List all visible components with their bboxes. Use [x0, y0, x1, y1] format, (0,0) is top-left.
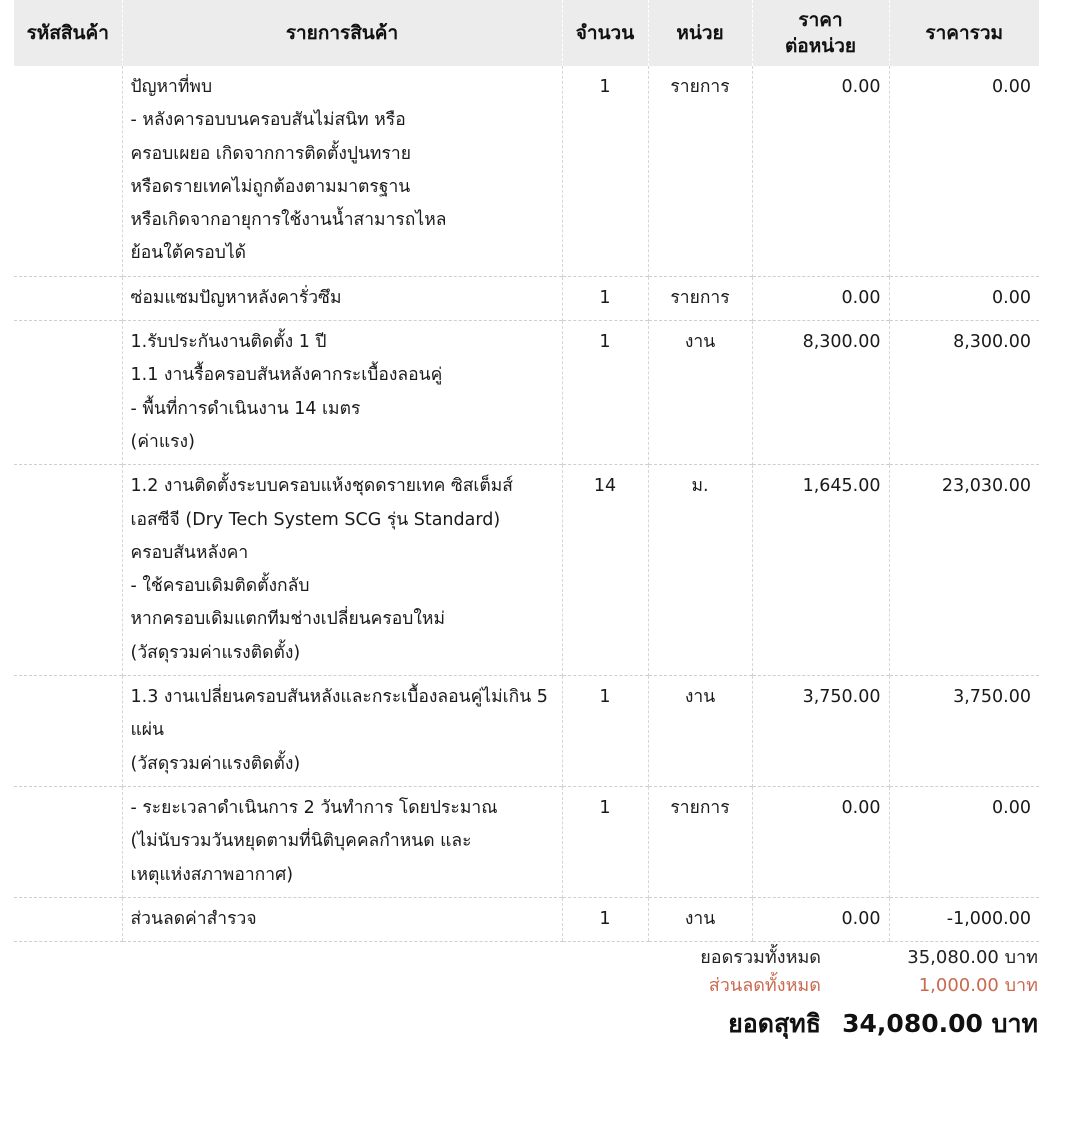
table-row: [14, 276, 1039, 320]
cell-qty: 1: [562, 66, 648, 276]
description-line: 1.รับประกันงานติดตั้ง 1 ปี: [130, 332, 327, 353]
cell-qty: 14: [562, 465, 648, 676]
cell-unit-price: 0.00: [752, 786, 889, 897]
table-row: [14, 897, 1039, 941]
cell-description: [122, 66, 562, 276]
cell-unit: งาน: [648, 321, 752, 465]
cell-unit: ม.: [648, 465, 752, 676]
items-table: [14, 0, 1039, 942]
cell-unit: รายการ: [648, 66, 752, 276]
header-qty: จำนวน: [562, 0, 648, 66]
cell-description: [122, 276, 562, 320]
header-unit: หน่วย: [648, 0, 752, 66]
subtotal-value: 35,080.00 บาท: [907, 947, 1038, 968]
header-unit-price-line2: ต่อหน่วย: [784, 35, 857, 57]
description-line: ปัญหาที่พบ: [130, 77, 213, 97]
cell-qty: 1: [562, 897, 648, 941]
cell-unit: งาน: [648, 676, 752, 787]
description-line: หรือเกิดจากอายุการใช้งานน้ำสามารถไหล: [130, 210, 447, 231]
description-line: หากครอบเดิมแตกทีมช่างเปลี่ยนครอบใหม่: [130, 609, 445, 630]
description-line: ครอบเผยอ เกิดจากการติดตั้งปูนทราย: [130, 143, 411, 164]
cell-description: [122, 676, 562, 787]
header-code: รหัสสินค้า: [14, 0, 122, 66]
cell-total: 0.00: [889, 66, 1039, 276]
description-line: - ระยะเวลาดำเนินการ 2 วันทำการ โดยประมาณ: [130, 797, 498, 818]
cell-description: [122, 786, 562, 897]
cell-code: [14, 465, 122, 676]
cell-description: [122, 465, 562, 676]
table-row: [14, 321, 1039, 465]
table-header-row: [14, 0, 1039, 66]
description-line: ย้อนใต้ครอบได้: [130, 243, 247, 264]
subtotal-row: [640, 944, 1038, 972]
cell-qty: 1: [562, 276, 648, 320]
cell-unit: งาน: [648, 897, 752, 941]
cell-unit-price: 8,300.00: [752, 321, 889, 465]
cell-qty: 1: [562, 676, 648, 787]
description-line: หรือดรายเทคไม่ถูกต้องตามมาตรฐาน: [130, 176, 411, 197]
cell-unit-price: 0.00: [752, 276, 889, 320]
description-line: เหตุแห่งสภาพอากาศ): [130, 864, 294, 885]
table-row: [14, 465, 1039, 676]
cell-code: [14, 676, 122, 787]
cell-code: [14, 786, 122, 897]
cell-unit-price: 3,750.00: [752, 676, 889, 787]
cell-code: [14, 897, 122, 941]
header-unit-price-line1: ราคา: [798, 9, 843, 31]
description-line: (ค่าแรง): [130, 431, 195, 452]
cell-code: [14, 66, 122, 276]
discount-row: [640, 972, 1038, 1000]
cell-qty: 1: [562, 786, 648, 897]
totals-summary: [640, 944, 1038, 1042]
cell-qty: 1: [562, 321, 648, 465]
description-line: - ใช้ครอบเดิมติดตั้งกลับ: [130, 576, 310, 597]
header-item: รายการสินค้า: [122, 0, 562, 66]
description-line: (วัสดุรวมค่าแรงติดตั้ง): [130, 753, 301, 774]
quotation-document: [14, 0, 1039, 942]
cell-total: 3,750.00: [889, 676, 1039, 787]
net-total-label: ยอดสุทธิ: [728, 1009, 821, 1038]
net-total-value: 34,080.00 บาท: [842, 1009, 1038, 1038]
description-line: ส่วนลดค่าสำรวจ: [130, 908, 257, 929]
header-unit-price: [752, 0, 889, 66]
description-line: - พื้นที่การดำเนินงาน 14 เมตร: [130, 398, 361, 419]
cell-total: 0.00: [889, 276, 1039, 320]
items-body: [14, 66, 1039, 942]
cell-unit: รายการ: [648, 276, 752, 320]
table-row: [14, 66, 1039, 276]
description-line: แผ่น: [130, 720, 164, 741]
cell-unit-price: 1,645.00: [752, 465, 889, 676]
description-line: 1.3 งานเปลี่ยนครอบสันหลังและกระเบื้องลอนคู่ไม่เกิน 5: [130, 687, 548, 708]
description-line: ครอบสันหลังคา: [130, 542, 249, 563]
description-line: 1.2 งานติดตั้งระบบครอบแห้งชุดดรายเทค ซิสเต็มส์: [130, 476, 513, 497]
description-line: 1.1 งานรื้อครอบสันหลังคากระเบื้องลอนคู่: [130, 365, 443, 386]
cell-total: 0.00: [889, 786, 1039, 897]
description-line: (ไม่นับรวมวันหยุดตามที่นิติบุคคลกำหนด และ: [130, 831, 472, 852]
cell-total: 8,300.00: [889, 321, 1039, 465]
cell-code: [14, 276, 122, 320]
discount-label: ส่วนลดทั้งหมด: [708, 975, 821, 996]
subtotal-label: ยอดรวมทั้งหมด: [700, 947, 821, 968]
cell-description: [122, 897, 562, 941]
cell-unit: รายการ: [648, 786, 752, 897]
description-line: (วัสดุรวมค่าแรงติดตั้ง): [130, 642, 301, 663]
description-line: - หลังคารอบบนครอบสันไม่สนิท หรือ: [130, 110, 406, 131]
header-total: ราคารวม: [889, 0, 1039, 66]
net-total-row: [640, 1006, 1038, 1042]
table-row: [14, 786, 1039, 897]
cell-code: [14, 321, 122, 465]
description-line: ซ่อมแซมปัญหาหลังคารั่วซึม: [130, 287, 342, 308]
description-line: เอสซีจี (Dry Tech System SCG รุ่น Standard): [130, 509, 501, 530]
cell-total: -1,000.00: [889, 897, 1039, 941]
table-row: [14, 676, 1039, 787]
cell-unit-price: 0.00: [752, 66, 889, 276]
cell-description: [122, 321, 562, 465]
cell-total: 23,030.00: [889, 465, 1039, 676]
cell-unit-price: 0.00: [752, 897, 889, 941]
discount-value: 1,000.00 บาท: [918, 975, 1038, 996]
